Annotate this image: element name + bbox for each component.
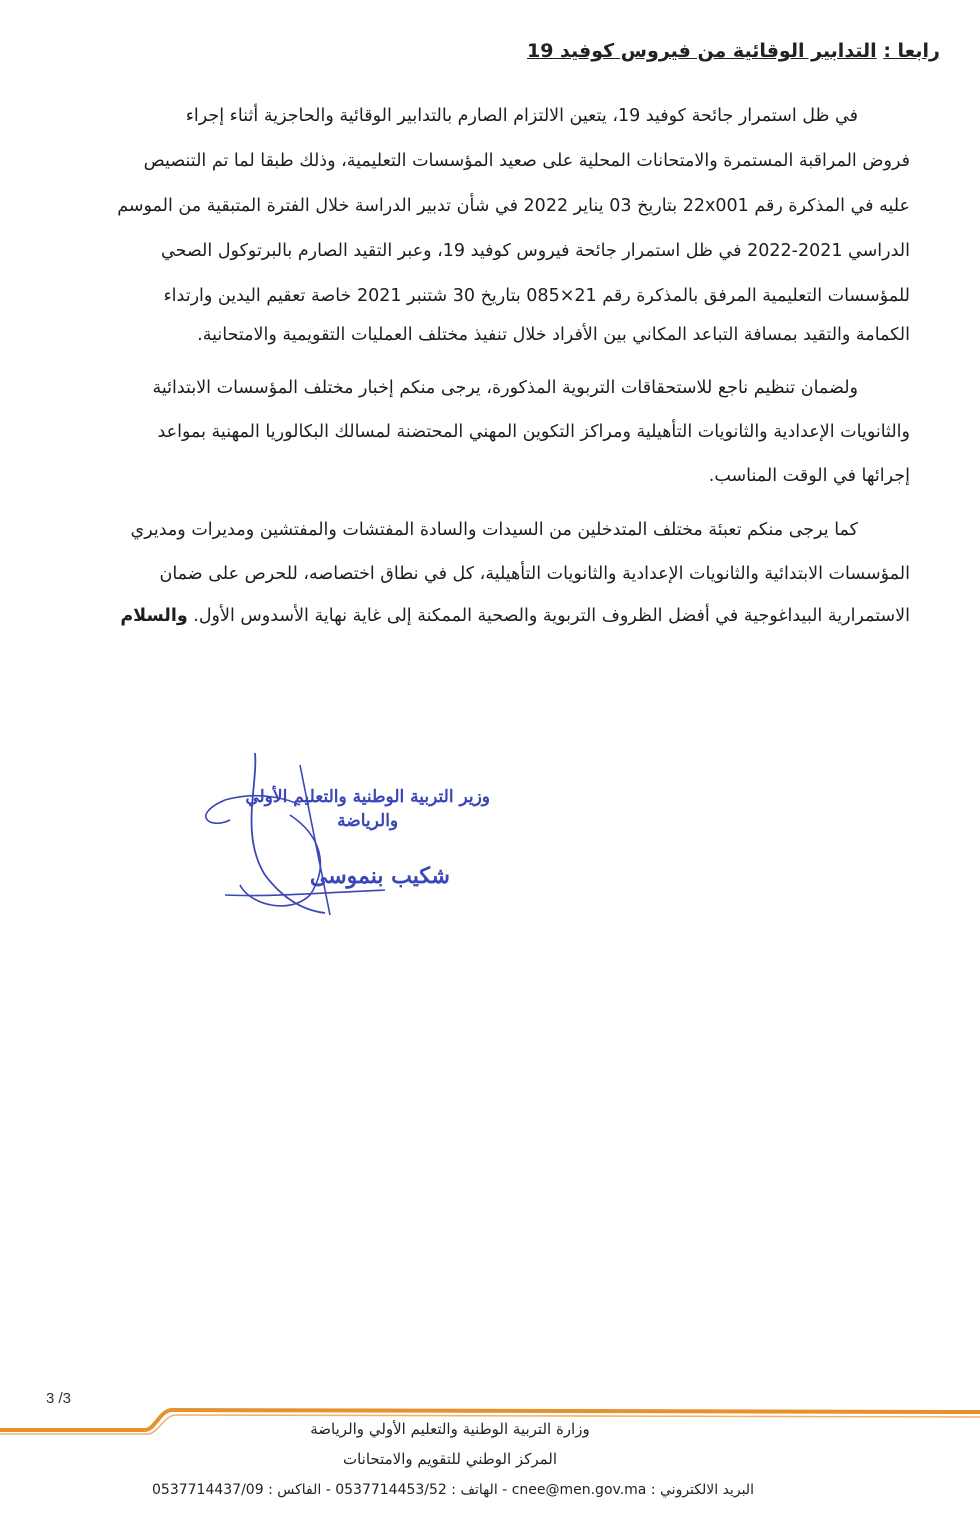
paragraph-1-line-3: عليه في المذكرة رقم 22x001 بتاريخ 03 يناير 2022 في شأن تدبير الدراسة خلال الفترة المتبقية من الموسم [117,196,910,216]
footer-phone: 0537714453/52 [335,1482,447,1498]
paragraph-1-line-2: فروض المراقبة المستمرة والامتحانات المحلية على صعيد المؤسسات التعليمية، وذلك طبقا لما تم التنصيص [143,151,910,171]
footer-ministry: وزارة التربية الوطنية والتعليم الأولي والرياضة [310,1420,590,1438]
paragraph-2-line-2: والثانويات الإعدادية والثانويات التأهيلية ومراكز التكوين المهني المحتضنة لمسالك البكالوريا المهنية بمواعد [157,422,910,442]
paragraph-3-line-2: المؤسسات الابتدائية والثانويات الإعدادية والثانويات التأهيلية، كل في نطاق اختصاصه، للحرص على ضمان [159,564,910,584]
section-title: التدابير الوقائية من فيروس كوفيد 19 [526,40,877,62]
handwritten-signature-icon [170,745,530,925]
signature-block [170,745,530,925]
closing-salutation: والسلام [120,606,188,626]
paragraph-3-line-1: كما يرجى منكم تعبئة مختلف المتدخلين من السيدات والسادة المفتشات والمفتشين ومديرات ومديري [130,520,858,540]
paragraph-1-line-4: الدراسي 2021-2022 في ظل استمرار جائحة فيروس كوفيد 19، وعبر التقيد الصارم بالبرتوكول الصحي [161,241,910,261]
footer-fax-label: الفاكس : [268,1482,322,1498]
signature-title-line-2: والرياضة [337,811,399,831]
paragraph-3-line-3-text: الاستمرارية البيداغوجية في أفضل الظروف التربوية والصحية الممكنة إلى غاية نهاية الأسدوس الأول. [193,606,910,626]
signature-title-line-1: وزير التربية الوطنية والتعليم الأولي [245,787,490,807]
paragraph-1-line-5: للمؤسسات التعليمية المرفق بالمذكرة رقم 21×085 بتاريخ 30 شتنبر 2021 خاصة تعقيم اليدين وارتداء [163,286,910,306]
section-label: رابعا : [883,40,940,62]
footer-phone-label: الهاتف : [451,1482,498,1498]
footer-fax: 0537714437/09 [152,1482,264,1498]
paragraph-2-line-3: إجرائها في الوقت المناسب. [708,466,910,486]
paragraph-2-line-1: ولضمان تنظيم ناجع للاستحقاقات التربوية المذكورة، يرجى منكم إخبار مختلف المؤسسات الابتدائية [152,378,858,398]
footer-contact: البريد الالكتروني : cnee@men.gov.ma - الهاتف : 0537714453/52 - الفاكس : 0537714437/09 [152,1482,754,1498]
signature-name: شكيب بنموسى [309,863,450,889]
section-heading [527,40,940,62]
signature-title [245,785,490,833]
paragraph-1-line-1: في ظل استمرار جائحة كوفيد 19، يتعين الالتزام الصارم بالتدابير الوقائية والحاجزية أثناء إجراء [185,106,858,126]
paragraph-1-line-6: الكمامة والتقيد بمسافة التباعد المكاني بين الأفراد خلال تنفيذ مختلف العمليات التقويمية والامتحانية. [197,325,910,345]
footer-email-label: البريد الالكتروني : [650,1482,754,1498]
footer-email[interactable]: cnee@men.gov.ma [511,1482,647,1498]
page-number: 3 /3 [46,1390,72,1407]
paragraph-3-line-3 [0,606,910,626]
footer-center: المركز الوطني للتقويم والامتحانات [342,1450,558,1468]
